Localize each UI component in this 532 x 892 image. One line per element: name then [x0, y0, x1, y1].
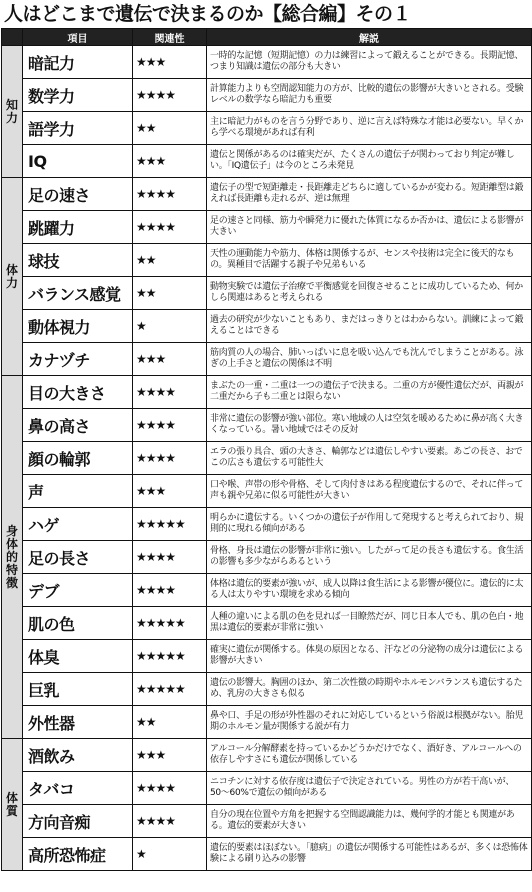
explanation-text: 遺伝の影響大。胸囲のほか、第二次性徴の時期やホルモンバランスも遺伝するため、乳房の大きさも似る [207, 673, 532, 706]
genetics-table [1, 28, 532, 871]
table-row [2, 541, 532, 574]
header-relevance: 関連性 [133, 29, 207, 46]
relevance-stars: ★ [133, 838, 207, 871]
explanation-text: 主に暗記力がものを言う分野であり、逆に言えば特殊な才能は必要ない。早くから学べる環境があれば有利 [207, 112, 532, 145]
item-name: デブ [23, 574, 133, 607]
item-name: 動体視力 [23, 310, 133, 343]
table-row [2, 310, 532, 343]
item-name: 跳躍力 [23, 211, 133, 244]
table-row [2, 772, 532, 805]
item-name: タバコ [23, 772, 133, 805]
table-row [2, 277, 532, 310]
category-label: 体質 [2, 739, 23, 871]
explanation-text: 確実に遺伝が関係する。体臭の原因となる、汗などの分泌物の成分は遺伝による影響が大きい [207, 640, 532, 673]
explanation-text: 天性の運動能力や筋力、体格は関係するが、センスや技術は完全に後天的なもの。異種目で活躍する親子や兄弟もいる [207, 244, 532, 277]
relevance-stars: ★★★★ [133, 376, 207, 409]
table-row [2, 442, 532, 475]
item-name: ハゲ [23, 508, 133, 541]
explanation-text: 明らかに遺伝する。いくつかの遺伝子が作用して発現すると考えられており、規則的に現れる傾向がある [207, 508, 532, 541]
relevance-stars: ★★★★ [133, 178, 207, 211]
relevance-stars: ★★★ [133, 343, 207, 376]
explanation-text: アルコール分解酵素を持っているかどうかだけでなく、酒好き、アルコールへの依存しやすさにも遺伝が関係している [207, 739, 532, 772]
explanation-text: 過去の研究が少ないこともあり、まだはっきりとはわからない。訓練によって鍛えることはできる [207, 310, 532, 343]
explanation-text: 骨格、身長は遺伝の影響が非常に強い。したがって足の長さも遺伝する。食生活の影響も多少ながらあるという [207, 541, 532, 574]
table-row [2, 805, 532, 838]
explanation-text: 自分の現在位置や方角を把握する空間認識能力は、幾何学的才能とも関連がある。遺伝的要素が大きい [207, 805, 532, 838]
relevance-stars: ★★★★★ [133, 607, 207, 640]
item-name: 巨乳 [23, 673, 133, 706]
relevance-stars: ★★★★ [133, 211, 207, 244]
table-row [2, 178, 532, 211]
table-row [2, 607, 532, 640]
item-name: 目の大きさ [23, 376, 133, 409]
table-row [2, 673, 532, 706]
header-item: 項目 [23, 29, 133, 46]
item-name: 方向音痴 [23, 805, 133, 838]
explanation-text: 遺伝と関係があるのは確実だが、たくさんの遺伝子が関わっており判定が難しい。「IQ遺伝子」は今のところ未発見 [207, 145, 532, 178]
table-row [2, 508, 532, 541]
relevance-stars: ★★★★★ [133, 640, 207, 673]
relevance-stars: ★★★ [133, 475, 207, 508]
relevance-stars: ★★★★ [133, 541, 207, 574]
explanation-text: 計算能力よりも空間認知能力の方が、比較的遺伝の影響が大きいとされる。受験レベルの数学なら暗記力も重要 [207, 79, 532, 112]
relevance-stars: ★★★ [133, 739, 207, 772]
header-explanation: 解説 [207, 29, 532, 46]
explanation-text: 非常に遺伝の影響が強い部位。寒い地域の人は空気を暖めるために鼻が高く大きくなっている。暑い地域ではその反対 [207, 409, 532, 442]
item-name: カナヅチ [23, 343, 133, 376]
relevance-stars: ★★★★ [133, 409, 207, 442]
table-row [2, 343, 532, 376]
table-row [2, 46, 532, 79]
explanation-text: まぶたの一重・二重は一つの遺伝子で決まる。二重の方が優性遺伝だが、両親が二重だから子も二重とは限らない [207, 376, 532, 409]
explanation-text: エラの張り具合、頭の大きさ、輪郭などは遺伝しやすい要素。あごの長さ、おでこの広さも遺伝する可能性大 [207, 442, 532, 475]
relevance-stars: ★★★★★ [133, 673, 207, 706]
relevance-stars: ★★★★ [133, 442, 207, 475]
item-name: 球技 [23, 244, 133, 277]
table-row [2, 244, 532, 277]
relevance-stars: ★★ [133, 244, 207, 277]
item-name: 高所恐怖症 [23, 838, 133, 871]
table-row [2, 574, 532, 607]
table-row [2, 739, 532, 772]
item-name: 鼻の高さ [23, 409, 133, 442]
category-label: 体力 [2, 178, 23, 376]
item-name: 足の長さ [23, 541, 133, 574]
relevance-stars: ★★★★ [133, 805, 207, 838]
relevance-stars: ★★ [133, 112, 207, 145]
explanation-text: 人種の違いによる肌の色を見れば一目瞭然だが、同じ日本人でも、肌の色白・地黒は遺伝的要素が非常に強い [207, 607, 532, 640]
relevance-stars: ★ [133, 310, 207, 343]
category-label: 知力 [2, 46, 23, 178]
table-row [2, 838, 532, 871]
table-row [2, 79, 532, 112]
category-label: 身体的特徴 [2, 376, 23, 739]
table-row [2, 475, 532, 508]
explanation-text: 筋肉質の人の場合、肺いっぱいに息を吸い込んでも沈んでしまうことがある。泳ぎの上手さと遺伝の関係は不明 [207, 343, 532, 376]
item-name: 顔の輪郭 [23, 442, 133, 475]
relevance-stars: ★★★ [133, 145, 207, 178]
item-name: 足の速さ [23, 178, 133, 211]
explanation-text: 遺伝的要素はほぼない。「臆病」の遺伝が関係する可能性はあるが、多くは恐怖体験による刷り込みの影響 [207, 838, 532, 871]
relevance-stars: ★★★★ [133, 79, 207, 112]
explanation-text: 一時的な記憶（短期記憶）の力は練習によって鍛えることができる。長期記憶、つまり知識は遺伝の部分も大きい [207, 46, 532, 79]
item-name: 体臭 [23, 640, 133, 673]
item-name: 声 [23, 475, 133, 508]
item-name: バランス感覚 [23, 277, 133, 310]
item-name: 暗記力 [23, 46, 133, 79]
table-row [2, 145, 532, 178]
table-row [2, 112, 532, 145]
table-row [2, 640, 532, 673]
explanation-text: 足の速さと同様、筋力や瞬発力に優れた体質になるか否かは、遺伝による影響が大きい [207, 211, 532, 244]
item-name: 数学力 [23, 79, 133, 112]
item-name: 酒飲み [23, 739, 133, 772]
table-row [2, 706, 532, 739]
page-title: 人はどこまで遺伝で決まるのか【総合編】その１ [4, 3, 412, 25]
relevance-stars: ★★★★★ [133, 508, 207, 541]
item-name: 語学力 [23, 112, 133, 145]
relevance-stars: ★★★★ [133, 772, 207, 805]
table-row [2, 409, 532, 442]
explanation-text: 鼻や口、手足の形が外性器のそれに対応しているという俗説は根拠がない。胎児期のホルモン量が関係する説が有力 [207, 706, 532, 739]
relevance-stars: ★★★ [133, 46, 207, 79]
explanation-text: 遺伝子の型で短距離走・長距離走どちらに適しているかが変わる。短距離型は鍛えれば長距離も走れるが、逆は無理 [207, 178, 532, 211]
item-name: IQ [23, 145, 133, 178]
header-blank [2, 29, 23, 46]
explanation-text: 口や喉、声帯の形や骨格、そして肉付きはある程度遺伝するので、それに伴って声も親や兄弟に似る可能性が大きい [207, 475, 532, 508]
explanation-text: ニコチンに対する依存度は遺伝子で決定されている。男性の方が若干高いが、50〜60%で遺伝の傾向がある [207, 772, 532, 805]
explanation-text: 体格は遺伝的要素が強いが、成人以降は食生活による影響が優位に。遺伝的に太る人は太りやすい環境を求める傾向 [207, 574, 532, 607]
table-row [2, 376, 532, 409]
relevance-stars: ★★ [133, 277, 207, 310]
relevance-stars: ★★ [133, 706, 207, 739]
item-name: 外性器 [23, 706, 133, 739]
table-row [2, 211, 532, 244]
explanation-text: 動物実験では遺伝子治療で平衡感覚を回復させることに成功しているため、何かしら関連はあると考えられる [207, 277, 532, 310]
item-name: 肌の色 [23, 607, 133, 640]
relevance-stars: ★★★★ [133, 574, 207, 607]
